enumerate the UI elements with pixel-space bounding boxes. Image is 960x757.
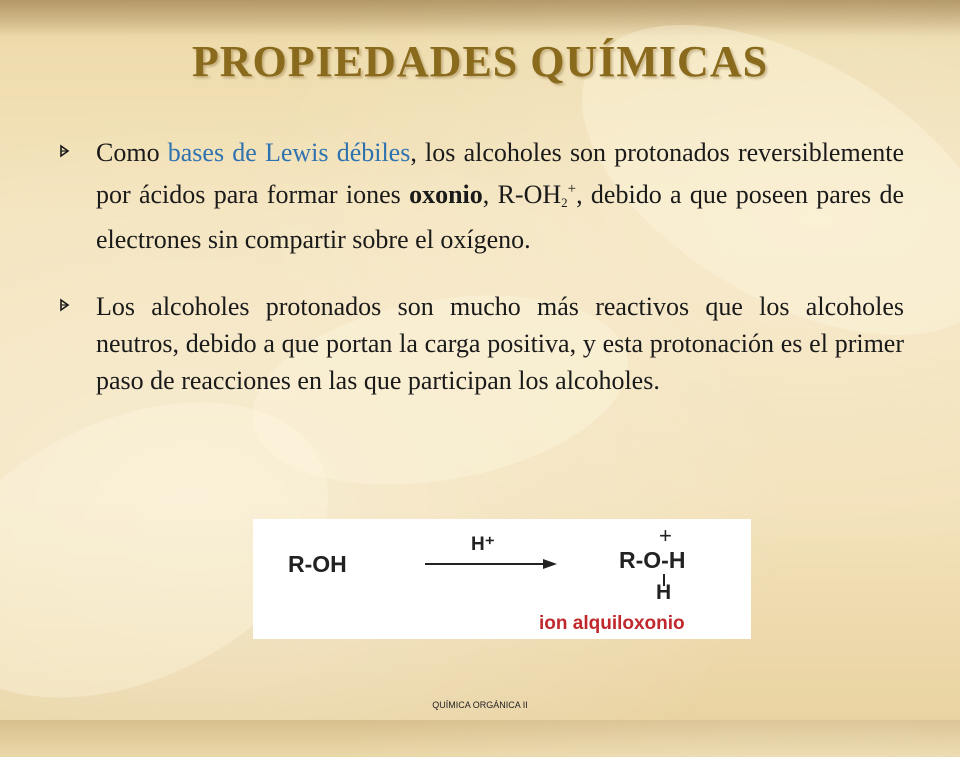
bullet-item-1 bbox=[58, 134, 904, 258]
formula-superscript: + bbox=[567, 181, 577, 197]
catalyst-label: H⁺ bbox=[471, 534, 495, 555]
arrow-bullet-icon bbox=[58, 298, 72, 312]
top-shadow-band bbox=[0, 0, 960, 36]
formula-text: , R-OH bbox=[482, 180, 562, 209]
arrow-bullet-icon bbox=[58, 144, 72, 158]
bullet-text: , los alcoholes son protonados reversiblemente por ácidos para formar iones bbox=[96, 138, 904, 209]
bullet-list bbox=[58, 134, 904, 399]
product-hydrogen: H bbox=[656, 581, 672, 604]
highlight-term: bases de Lewis débiles bbox=[167, 138, 411, 167]
reactant-formula: R-OH bbox=[288, 551, 347, 577]
reaction-arrow-icon bbox=[425, 557, 559, 571]
product-formula: R-O-H bbox=[619, 547, 686, 573]
reaction-diagram bbox=[253, 519, 751, 639]
slide-title: PROPIEDADES QUÍMICAS bbox=[191, 37, 769, 86]
product-label: ion alquiloxonio bbox=[539, 613, 685, 634]
bullet-item-2 bbox=[58, 288, 904, 399]
formula-subscript: 2 bbox=[561, 195, 568, 210]
charge-symbol: + bbox=[659, 523, 672, 548]
bullet-text: , debido a que poseen pares de electrones sin compartir sobre el oxígeno. bbox=[96, 180, 904, 254]
footer-course-name: QUÍMICA ORGÁNICA II bbox=[432, 700, 528, 710]
bold-term: oxonio bbox=[409, 180, 483, 209]
bullet-text: Como bbox=[96, 138, 168, 167]
bullet-text: Los alcoholes protonados son mucho más reactivos que los alcoholes neutros, debido a que portan la carga positiva, y esta protonación es el primer paso de reacciones en las que participan los alcoholes. bbox=[96, 292, 904, 395]
